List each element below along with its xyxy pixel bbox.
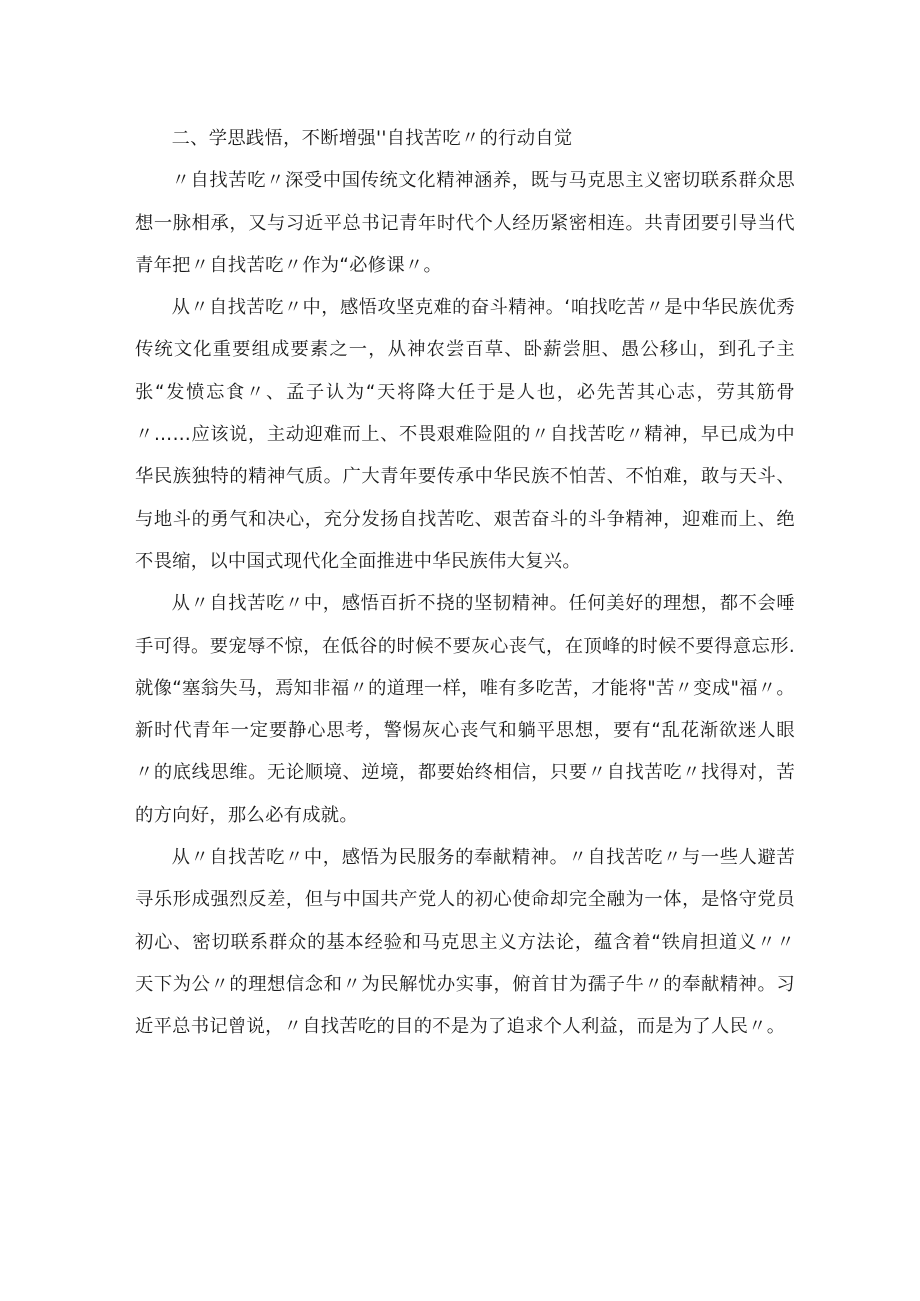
paragraph-resilience-spirit: 从〃自找苦吃〃中，感悟百折不挠的坚韧精神。任何美好的理想，都不会唾手可得。要宠辱不惊，在低谷的时候不要灰心丧气，在顶峰的时候不要得意忘形.就像“塞翁失马，焉知非福〃的道理一样，唯有多吃苦，才能将"苦〃变成"福〃。新时代青年一定要静心思考，警惕灰心丧气和躺平思想，要有“乱花渐欲迷人眼〃的底线思维。无论顺境、逆境，都要始终相信，只要〃自找苦吃〃找得对，苦的方向好，那么必有成就。 — [135, 593, 795, 826]
paragraph-intro: 〃自找苦吃〃深受中国传统文化精神涵养，既与马克思主义密切联系群众思想一脉相承，又与习近平总书记青年时代个人经历紧密相连。共青团要引导当代青年把〃自找苦吃〃作为“必修课〃。 — [135, 170, 795, 276]
paragraph-struggle-spirit: 从〃自找苦吃〃中，感悟攻坚克难的奋斗精神。‘咱找吃苦〃是中华民族优秀传统文化重要组成要素之一，从神农尝百草、卧薪尝胆、愚公移山，到孔子主张“发愤忘食〃、孟子认为“天将降大任于是人也，必先苦其心志，劳其筋骨〃……应该说，主动迎难而上、不畏艰难险阻的〃自找苦吃〃精神，早已成为中华民族独特的精神气质。广大青年要传承中华民族不怕苦、不怕难，敢与天斗、与地斗的勇气和决心，充分发扬自找苦吃、艰苦奋斗的斗争精神，迎难而上、绝不畏缩，以中国式现代化全面推进中华民族伟大复兴。 — [135, 297, 795, 572]
document-body — [135, 118, 795, 1049]
paragraph-dedication-spirit: 从〃自找苦吃〃中，感悟为民服务的奉献精神。〃自找苦吃〃与一些人避苦寻乐形成强烈反差，但与中国共产党人的初心使命却完全融为一体，是恪守党员初心、密切联系群众的基本经验和马克思主义方法论，蕴含着“铁肩担道义〃〃天下为公〃的理想信念和〃为民解忧办实事，俯首甘为孺子牛〃的奉献精神。习近平总书记曾说，〃自找苦吃的目的不是为了追求个人利益，而是为了人民〃。 — [135, 847, 795, 1038]
section-heading: 二、学思践悟，不断增强''自找苦吃〃的行动自觉 — [171, 128, 573, 149]
